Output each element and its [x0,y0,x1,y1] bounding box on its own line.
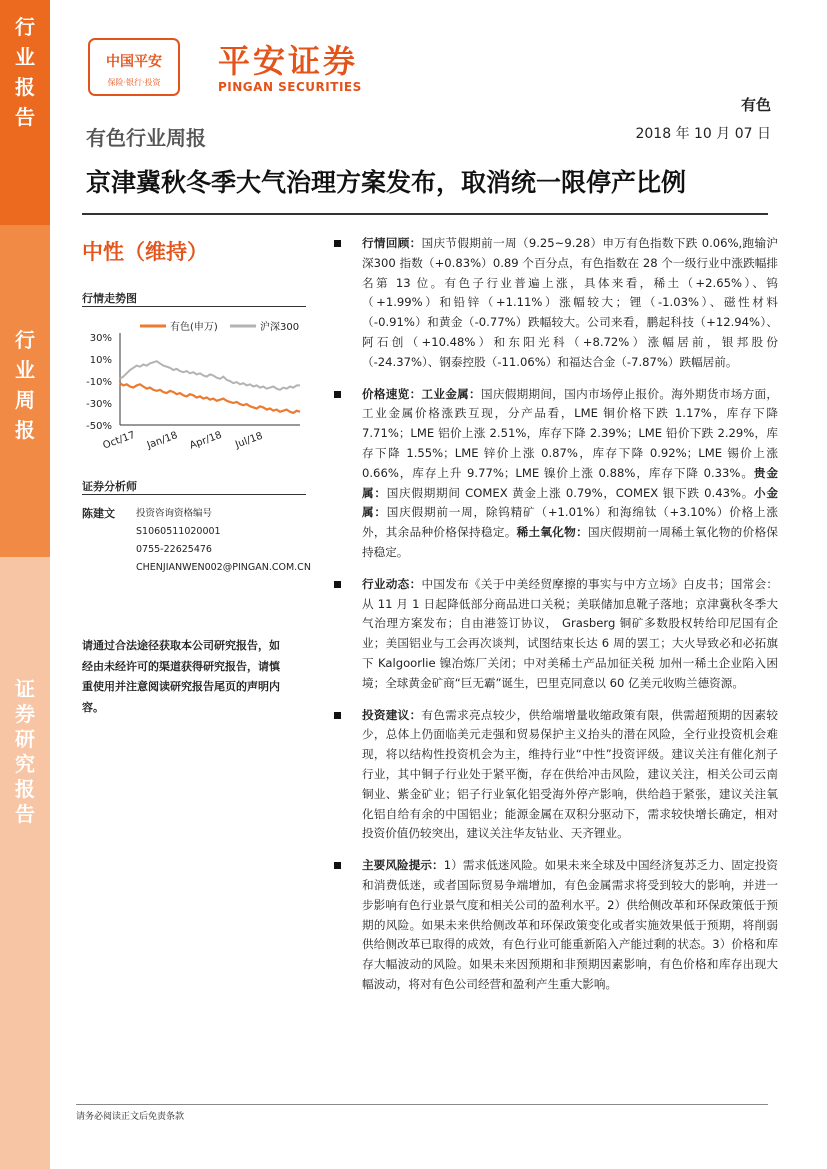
paragraph-investment-advice [334,706,778,845]
y-tick-label: -10% [86,377,112,388]
logo-brand-cn: 平安证券 [218,42,359,80]
report-body [334,234,778,1007]
legend-label: 沪深300 [260,322,300,333]
footer-note: 请务必阅读正文后免责条款 [76,1112,185,1122]
title-divider [82,213,768,215]
sidebar-section-bottom [0,557,50,1169]
sidebar-section-middle [0,225,50,557]
analyst-info [136,505,312,577]
y-tick-label: 10% [89,355,112,366]
sidebar-label-top: 行业报告 [15,15,35,129]
paragraph-heading: 价格速览： [362,386,422,401]
paragraph-text: 国庆假期期间，国内市场停止报价。海外期货市场方面，工业金属价格涨跌互现，分产品看，LME 铜价格下跌 1.17%，库存下降 7.71%；LME 铝价上涨 2.51%，库存下降 2.39%；LME 铅价下跌 2.29%，库存下降 1.55%；LME 锌价上涨 0.87%，库存下降 0.92%；LME 锡价上涨 0.66%，库存上升 9.77%；LME 镍价上涨 0.88%，库存下降 0.33%。 [362,386,778,480]
report-date: 2018 年 10 月 07 日 [635,126,771,142]
logo-brand-en: PINGAN SECURITIES [218,80,362,94]
series-line-csi300 [120,361,300,390]
paragraph-text: 1）需求低迷风险。如果未来全球及中国经济复苏乏力、固定投资和消费低迷，或者国际贸易争端增加，有色金属需求将受到较大的影响，并进一步影响有色行业景气度和相关公司的盈利水平。2）供给侧改革和环保政策低于预期的风险。如果未来供给侧改革和环保政策变化或者实施效果低于预期，将削弱供给侧改革已取得的成效，有色行业可能重新陷入产能过剩的状态。3）价格和库存大幅波动的风险。如果未来因预期和非预期因素影响，有色价格和库存出现大幅波动，将对有色公司经营和盈利产生重大影响。 [362,858,778,991]
logo-group-tagline: 保险·银行·投资 [107,78,161,87]
y-tick-label: -30% [86,399,112,410]
bullet-square-icon [334,862,341,869]
bullet-square-icon [334,391,341,398]
analyst-name: 陈建文 [82,507,115,520]
paragraph-text: 国庆假期期间 COMEX 黄金上涨 0.79%，COMEX 银下跌 0.43%。 [386,485,755,500]
paragraph-heading: 主要风险提示： [362,858,444,873]
analyst-email: CHENJIANWEN002@PINGAN.COM.CN [136,562,311,573]
sector-label: 有色 [740,96,771,114]
disclaimer-text: 请通过合法途径获取本公司研究报告，如经由未经许可的渠道获得研究报告，请慎重使用并注意阅读研究报告尾页的声明内容。 [82,639,280,714]
footer-divider [76,1104,768,1105]
paragraph-heading: 投资建议： [362,707,422,722]
paragraph-text: 国庆节假期前一周（9.25~9.28）申万有色指数下跌 0.06%,跑输沪深300 指数（+0.83%）0.89 个百分点，有色指数在 28 个一级行业中涨跌幅排名第 13 位。有色子行业普遍上涨，具体来看，稀土（+2.65%）、钨（+1.99%）和铅锌（+1.11%）涨幅较大；锂（-1.03%）、磁性材料（-0.91%）和黄金（-0.77%）跌幅较大。公司来看，鹏起科技（+12.94%）、阿石创（+10.48%）和东阳光科（+8.72%）涨幅居前，银邦股份（-24.37%）、钢泰控股（-11.06%）和福达合金（-7.87%）跌幅居前。 [362,236,778,369]
paragraph-risk-warning [334,856,778,995]
analyst-cert-no: S1060511020001 [136,526,221,537]
paragraph-subheading: 小金属： [362,485,778,520]
paragraph-text: 中国发布《关于中美经贸摩擦的事实与中方立场》白皮书；国常会：从 11 月 1 日起降低部分商品进口关税；美联储加息靴子落地；京津冀秋冬季大气治理方案发布；自由港签订协议， Grasberg 铜矿多数股权转给印尼国有企业；美国铝业与工会再次谈判，试图结束长达 6 周的罢工；大火导致必和必拓旗下 Kalgoorlie 镍冶炼厂关闭；中对美稀土产品加征关税 加州一稀土企业陷入困境；全球黄金矿商“巨无霸”诞生，巴里克同意以 60 亿美元收购兰德资源。 [362,576,778,690]
trend-chart-svg [80,313,312,458]
legend-label: 有色(申万) [170,322,218,333]
bullet-square-icon [334,240,341,247]
analyst-label-divider [82,494,306,495]
series-line-nonferrous [120,383,300,413]
y-tick-label: -50% [86,421,112,432]
page-title: 京津冀秋冬季大气治理方案发布，取消统一限停产比例 [86,168,687,197]
paragraph-subheading: 稀土氧化物： [516,525,588,540]
trend-chart [80,313,312,458]
paragraph-heading: 行业动态： [362,576,422,591]
ping-an-group-logo [88,38,180,96]
analyst-phone: 0755-22625476 [136,544,212,555]
x-tick-label: Jan/18 [145,430,180,452]
rating-label: 中性（维持） [82,240,208,264]
analyst-section-label: 证券分析师 [82,480,137,493]
sidebar-section-top [0,0,50,225]
logo-group-name: 中国平安 [106,54,162,70]
analyst-cert-label: 投资咨询资格编号 [136,508,213,519]
report-type: 有色行业周报 [86,126,206,150]
paragraph-market-review [334,234,778,373]
x-tick-label: Jul/18 [234,430,265,451]
x-tick-label: Oct/17 [101,429,137,452]
sidebar-label-middle: 行业周报 [15,328,35,442]
sidebar-label-bottom: 证券研究报告 [15,677,35,826]
bullet-square-icon [334,712,341,719]
y-tick-label: 30% [89,333,112,344]
trend-label-divider [82,306,306,307]
paragraph-subheading: 贵金属： [362,465,778,500]
paragraph-industry-news [334,575,778,694]
paragraph-text: 国庆假期前一周，除钨精矿（+1.01%）和海绵钛（+3.10%）价格上涨外，其余品种价格保持稳定。 [362,505,778,540]
paragraph-subheading: 工业金属： [421,386,481,401]
paragraph-price-overview [334,385,778,563]
ping-an-securities-logo [218,36,362,94]
paragraph-heading: 行情回顾： [362,236,422,250]
trend-chart-label: 行情走势图 [82,292,137,305]
bullet-square-icon [334,581,341,588]
x-tick-label: Apr/18 [188,429,224,452]
paragraph-text: 有色需求亮点较少，供给端增量收缩政策有限，供需超预期的因素较少，总体上仍面临美元走强和贸易保护主义抬头的潜在风险，全行业投资机会难现，将以结构性投资机会为主，维持行业“中性”投资评级。建议关注有催化剂子行业，其中铜子行业处于紧平衡，存在供给冲击风险，建议关注，相关公司云南铜业、紫金矿业；铝子行业氧化铝受海外停产影响，供给趋于紧张，建议关注氧化铝自给有余的中国铝业；能源金属在双积分驱动下，需求较快增长确定，相对投资价值仍较突出，建议关注华友钴业、天齐锂业。 [362,707,778,841]
paragraph-text: 国庆假期前一周稀土氧化物的价格保持稳定。 [362,525,778,559]
